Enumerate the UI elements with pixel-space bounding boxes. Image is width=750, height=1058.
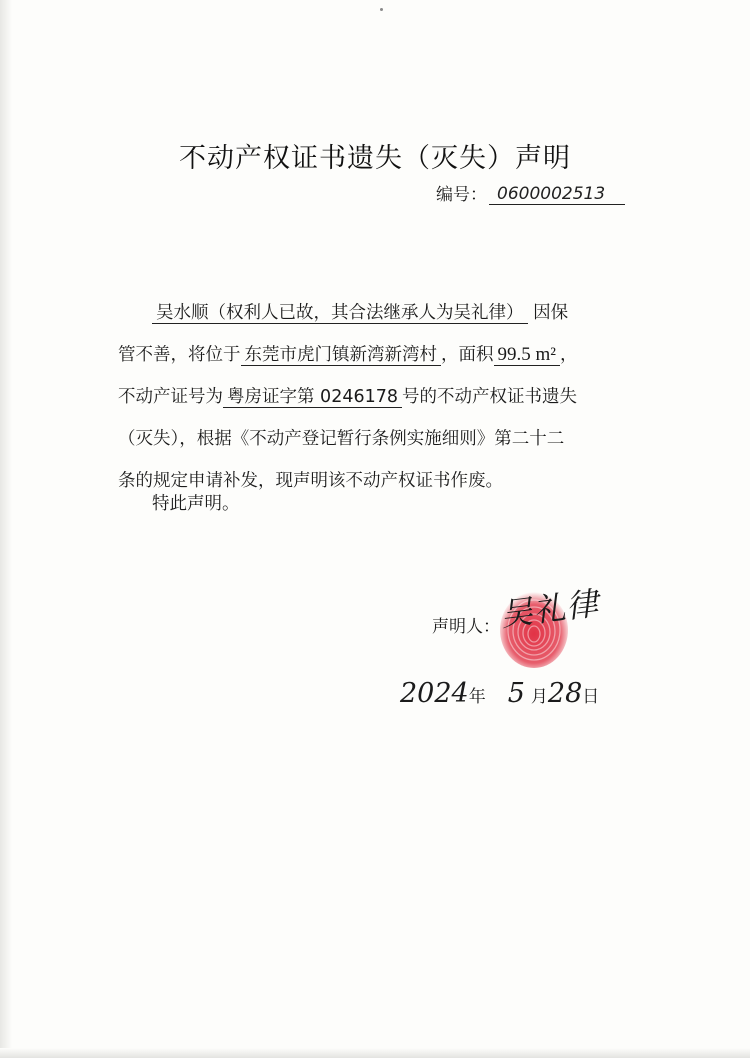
date-day: 28 <box>547 678 583 709</box>
document-title: 不动产权证书遗失（灭失）声明 <box>179 143 571 174</box>
date-year-unit: 年 <box>468 687 486 707</box>
date-year: 2024 <box>400 678 469 709</box>
declaration-body <box>118 292 638 502</box>
rights-holder-field: 吴水顺（权利人已故，其合法继承人为吴礼律） <box>152 303 528 324</box>
date-month: 5 <box>507 678 525 709</box>
body-text-fragment: ， <box>559 345 578 365</box>
declaration-date <box>400 678 599 709</box>
body-text-fragment: ，面积 <box>441 345 494 365</box>
area-field: 99.5 m² <box>494 345 560 366</box>
body-line-3 <box>118 376 638 418</box>
number-value: 0600002513 <box>489 184 625 205</box>
scan-shadow-bottom <box>0 1048 750 1058</box>
body-text-fragment: 管不善，将位于 <box>118 345 241 365</box>
certificate-number-field: 粤房证字第 0246178 <box>223 387 402 408</box>
date-day-unit: 日 <box>582 687 600 707</box>
document-number <box>436 180 625 205</box>
body-line-4: （灭失），根据《不动产登记暂行条例实施细则》第二十二 <box>118 429 565 449</box>
declarant-label: 声明人： <box>432 617 500 637</box>
body-text-fragment: 因保 <box>533 303 569 323</box>
body-text-fragment: 号的不动产权证书遗失 <box>402 387 578 407</box>
declarant-signature: 吴礼律 <box>498 584 602 634</box>
closing-statement: 特此声明。 <box>152 494 240 514</box>
number-label: 编号： <box>436 185 487 205</box>
body-line-2 <box>118 334 638 376</box>
date-month-unit: 月 <box>530 687 548 707</box>
location-field: 东莞市虎门镇新湾新湾村 <box>241 345 442 366</box>
scan-speck <box>380 8 383 11</box>
body-text-fragment: 不动产证号为 <box>118 387 223 407</box>
body-line-5: 条的规定申请补发，现声明该不动产权证书作废。 <box>118 471 503 491</box>
body-line-1 <box>118 292 638 334</box>
